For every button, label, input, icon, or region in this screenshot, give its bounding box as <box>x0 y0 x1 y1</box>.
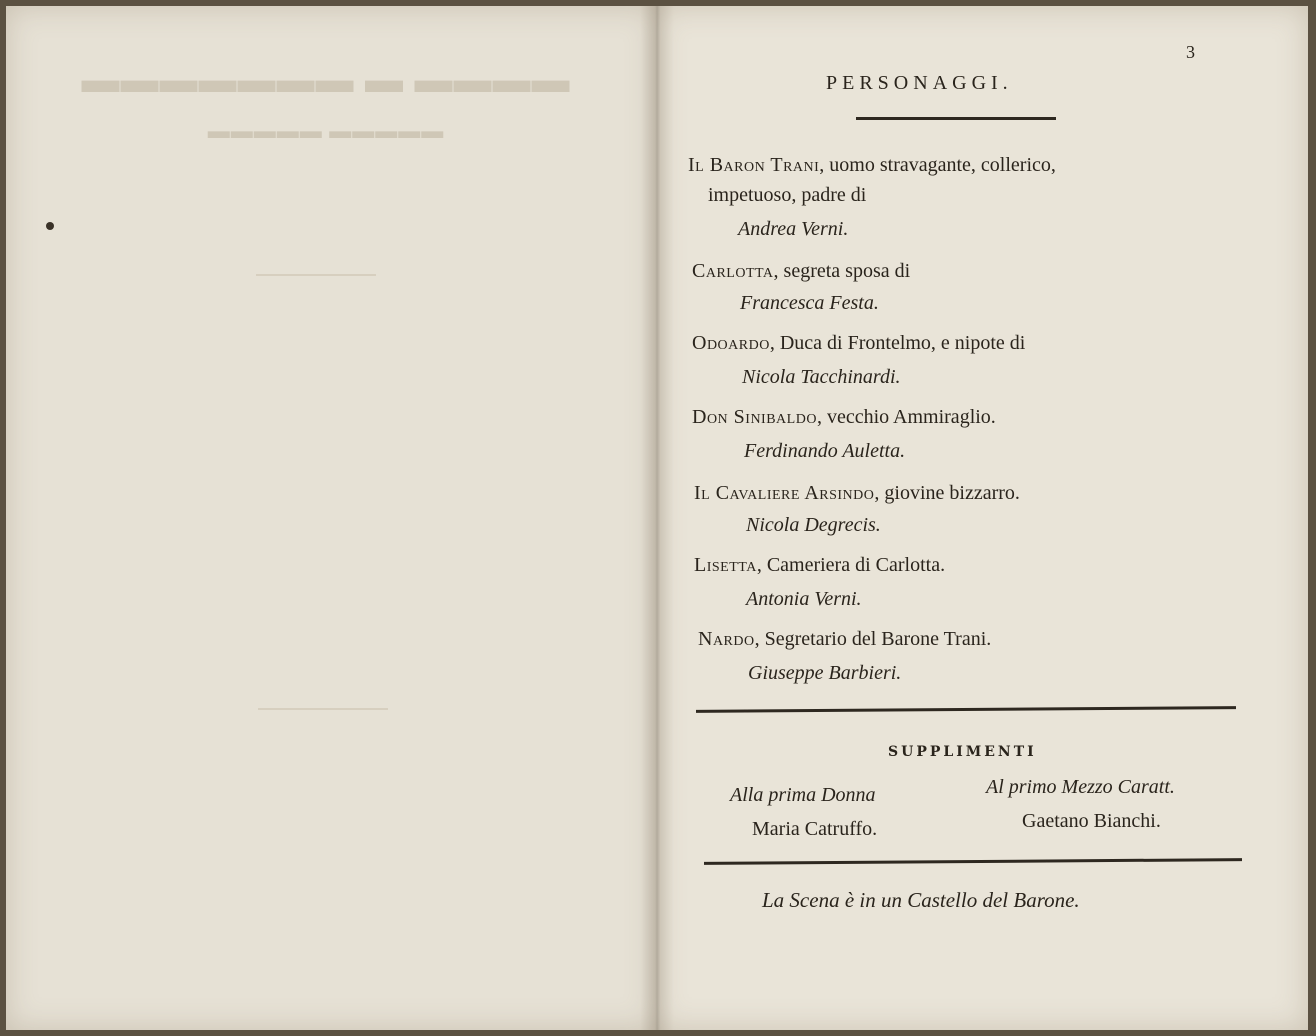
role-line <box>694 478 1020 508</box>
role-name: Il Baron Trani <box>688 154 820 176</box>
role-name: Don Sinibaldo <box>692 406 817 428</box>
role-name: Lisetta <box>694 554 757 576</box>
role-line <box>688 150 1056 180</box>
role-line-continued <box>708 180 866 210</box>
role-line <box>698 624 991 654</box>
page-heading: PERSONAGGI. <box>826 72 1013 94</box>
actor-name: Francesca Festa. <box>740 292 879 314</box>
actor-name: Ferdinando Auletta. <box>744 440 906 462</box>
left-page <box>6 6 656 1030</box>
book-gutter <box>640 6 674 1030</box>
role-description: , Cameriera di Carlotta. <box>756 554 946 576</box>
supplimenti-left-actor: Maria Catruffo. <box>752 818 878 840</box>
role-description: , segreta sposa di <box>773 260 911 282</box>
bleed-through-rule <box>256 274 376 276</box>
role-description-continued: impetuoso, padre di <box>708 184 867 206</box>
actor-name: Antonia Verni. <box>746 588 862 610</box>
supplimenti-right-actor: Gaetano Bianchi. <box>1022 810 1161 832</box>
supplimenti-title: SUPPLIMENTI <box>888 744 1037 760</box>
role-name: Carlotta <box>692 260 774 282</box>
heading-rule <box>856 117 1056 120</box>
supplimenti-left-role: Alla prima Donna <box>730 784 876 806</box>
role-name: Il Cavaliere Arsindo <box>694 482 875 504</box>
role-line <box>694 550 945 580</box>
actor-name: Andrea Verni. <box>738 218 849 240</box>
page-number: 3 <box>1186 42 1195 62</box>
actor-name: Nicola Degrecis. <box>746 514 881 536</box>
role-line <box>692 328 1025 358</box>
role-name: Nardo <box>698 628 755 650</box>
bleed-through-line: ▬▬▬▬▬ ▬▬▬▬▬ <box>206 118 444 143</box>
scene-setting: La Scena è in un Castello del Barone. <box>762 888 1080 912</box>
role-description: , Duca di Frontelmo, e nipote di <box>769 332 1026 354</box>
role-description: , giovine bizzarro. <box>874 482 1020 504</box>
actor-name: Giuseppe Barbieri. <box>748 662 902 684</box>
paper-stain <box>46 222 54 230</box>
actor-name: Nicola Tacchinardi. <box>742 366 901 388</box>
role-description: , uomo stravagante, collerico, <box>819 154 1056 176</box>
role-line <box>692 402 996 432</box>
role-description: , Segretario del Barone Trani. <box>754 628 992 650</box>
role-description: , vecchio Ammiraglio. <box>816 406 996 428</box>
bleed-through-title: ▬▬▬▬ ▬ ▬▬▬▬▬▬▬ <box>80 59 570 101</box>
supplimenti-right-role: Al primo Mezzo Caratt. <box>986 776 1175 798</box>
bleed-through-rule-lower <box>258 708 388 710</box>
role-line <box>692 256 910 286</box>
role-name: Odoardo <box>692 332 770 354</box>
